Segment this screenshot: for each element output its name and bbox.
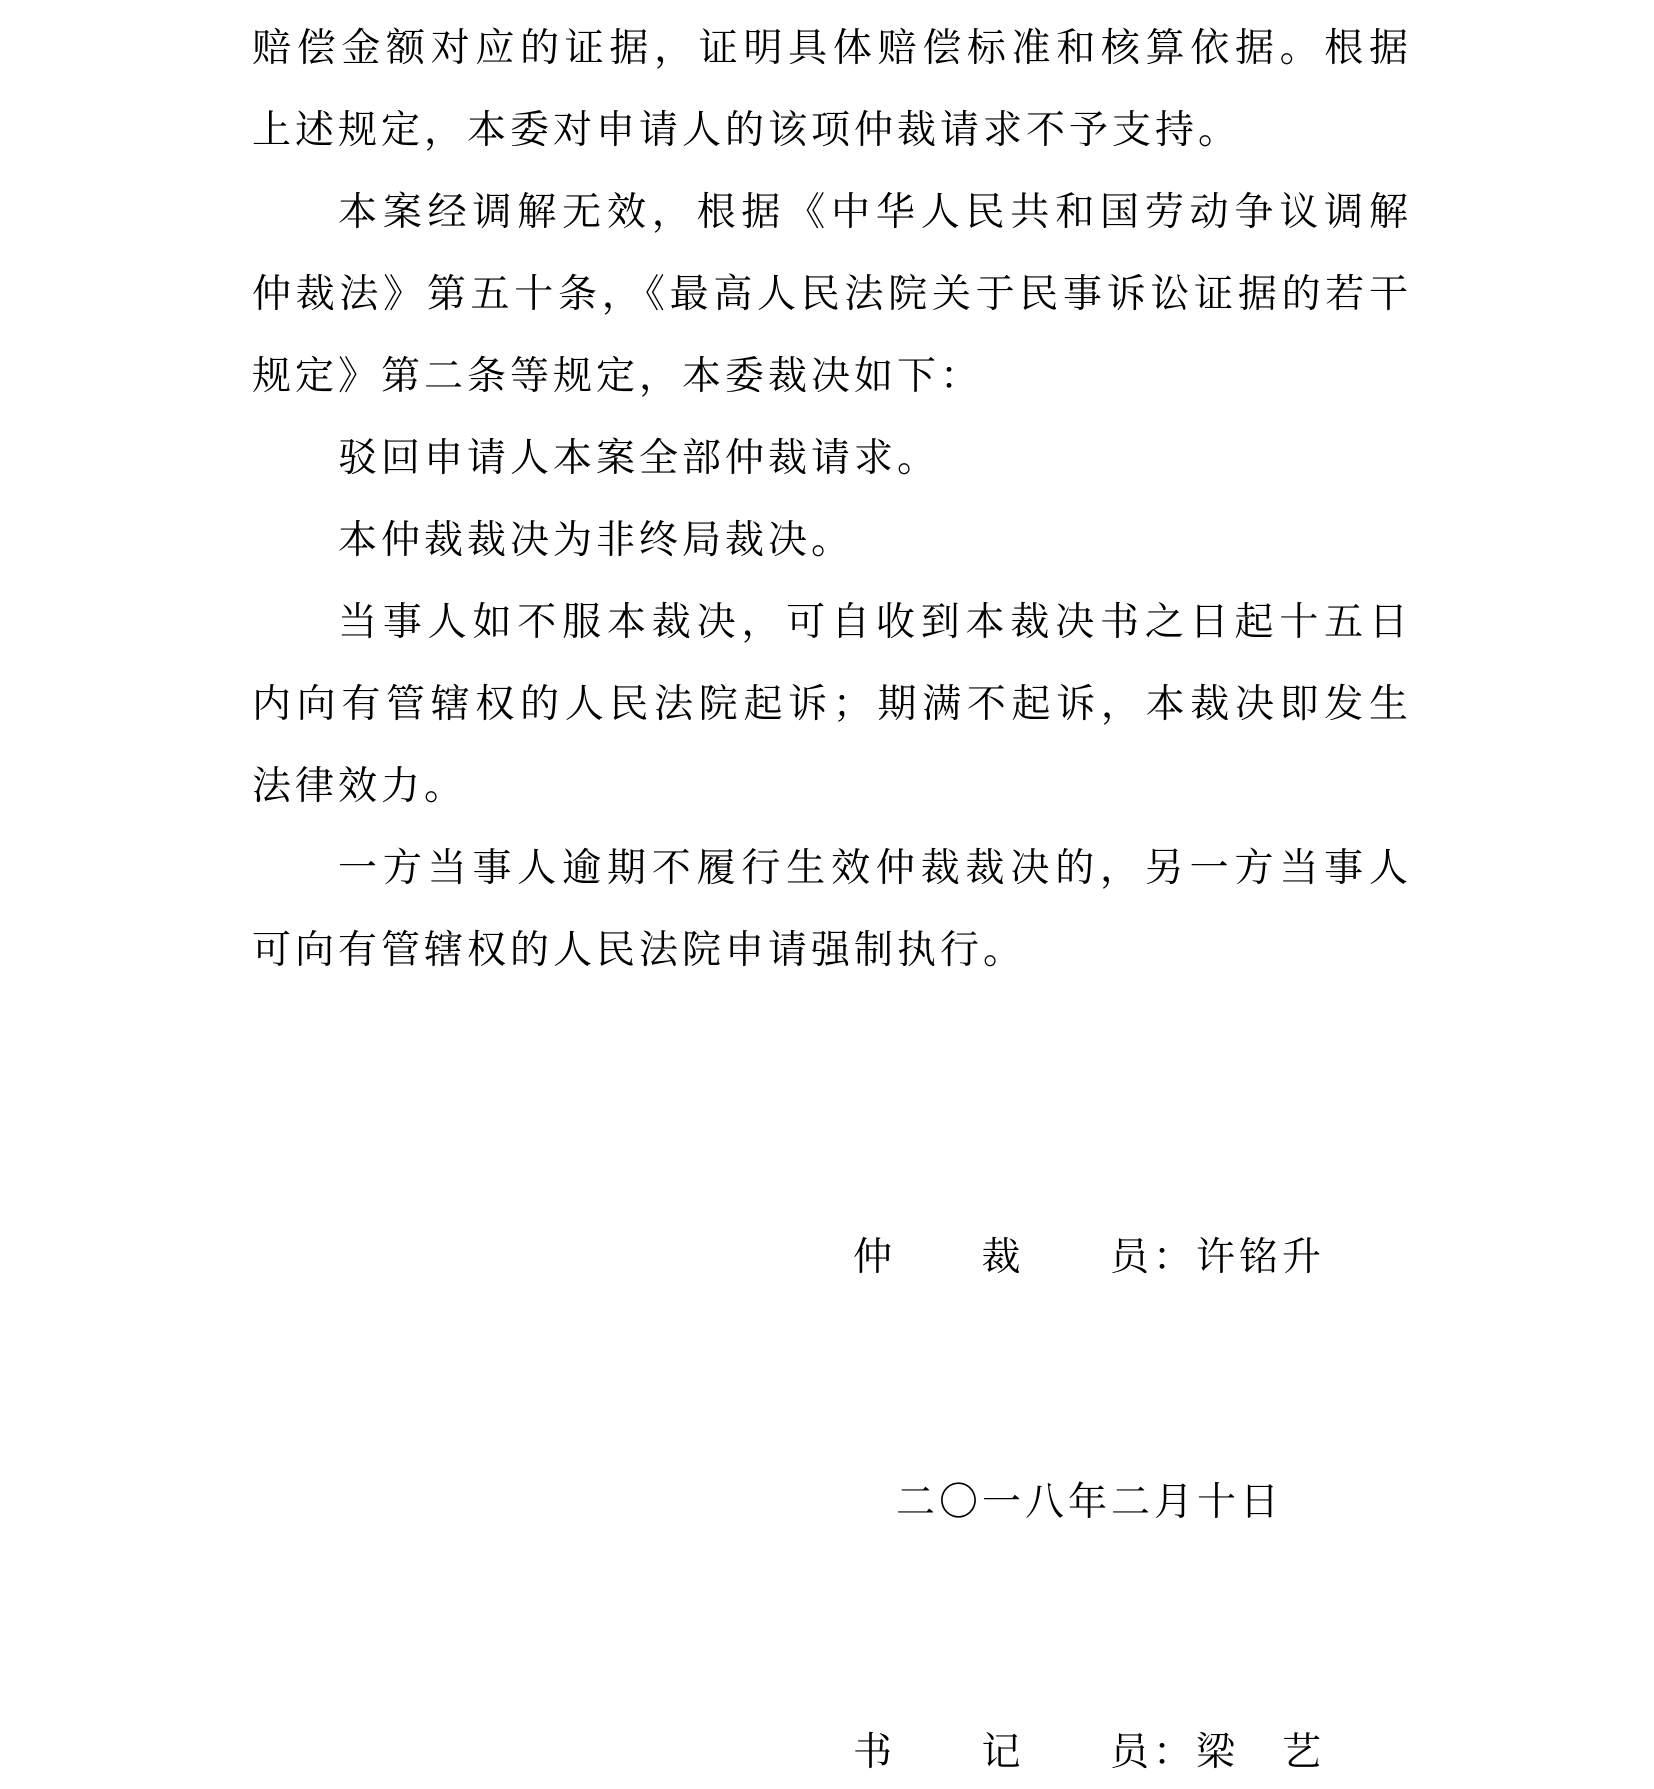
clerk-role-label [853, 1728, 1153, 1778]
arbitrator-name: 许铭升 [1196, 1235, 1326, 1280]
clerk-colon: ： [1153, 1730, 1197, 1775]
clerk-role-char: 记 [981, 1730, 1025, 1775]
arbitrator-role-char: 仲 [853, 1235, 897, 1280]
arbitrator-colon: ： [1153, 1235, 1197, 1280]
clerk-signature-line [853, 1728, 1325, 1778]
paragraph-non-final: 本仲裁裁决为非终局裁决。 [338, 518, 855, 563]
clerk-role-char: 书 [853, 1730, 897, 1775]
paragraph-ruling: 驳回申请人本案全部仲裁请求。 [338, 436, 941, 481]
arbitrator-signature-line [853, 1233, 1325, 1283]
paragraph-enforcement-notice: 一方当事人逾期不履行生效仲裁裁决的，另一方当事人可向有管辖权的人民法院申请强制执行。 [252, 846, 1412, 973]
ruling-body [252, 8, 1412, 992]
clerk-role-char: 员 [1109, 1730, 1153, 1775]
paragraph-legal-basis: 本案经调解无效，根据《中华人民共和国劳动争议调解仲裁法》第五十条，《最高人民法院关于民事诉讼证据的若干规定》第二条等规定，本委裁决如下： [252, 190, 1412, 399]
arbitrator-role-label [853, 1233, 1153, 1283]
ruling-date: 二〇一八年二月十日 [896, 1480, 1284, 1525]
arbitrator-role-char: 员 [1109, 1235, 1153, 1280]
paragraph-appeal-notice: 当事人如不服本裁决，可自收到本裁决书之日起十五日内向有管辖权的人民法院起诉；期满不起诉，本裁决即发生法律效力。 [252, 600, 1412, 809]
paragraph-evidence-conclusion: 赔偿金额对应的证据，证明具体赔偿标准和核算依据。根据上述规定，本委对申请人的该项仲裁请求不予支持。 [252, 26, 1412, 153]
clerk-name: 梁 艺 [1196, 1730, 1326, 1775]
arbitrator-role-char: 裁 [981, 1235, 1025, 1280]
